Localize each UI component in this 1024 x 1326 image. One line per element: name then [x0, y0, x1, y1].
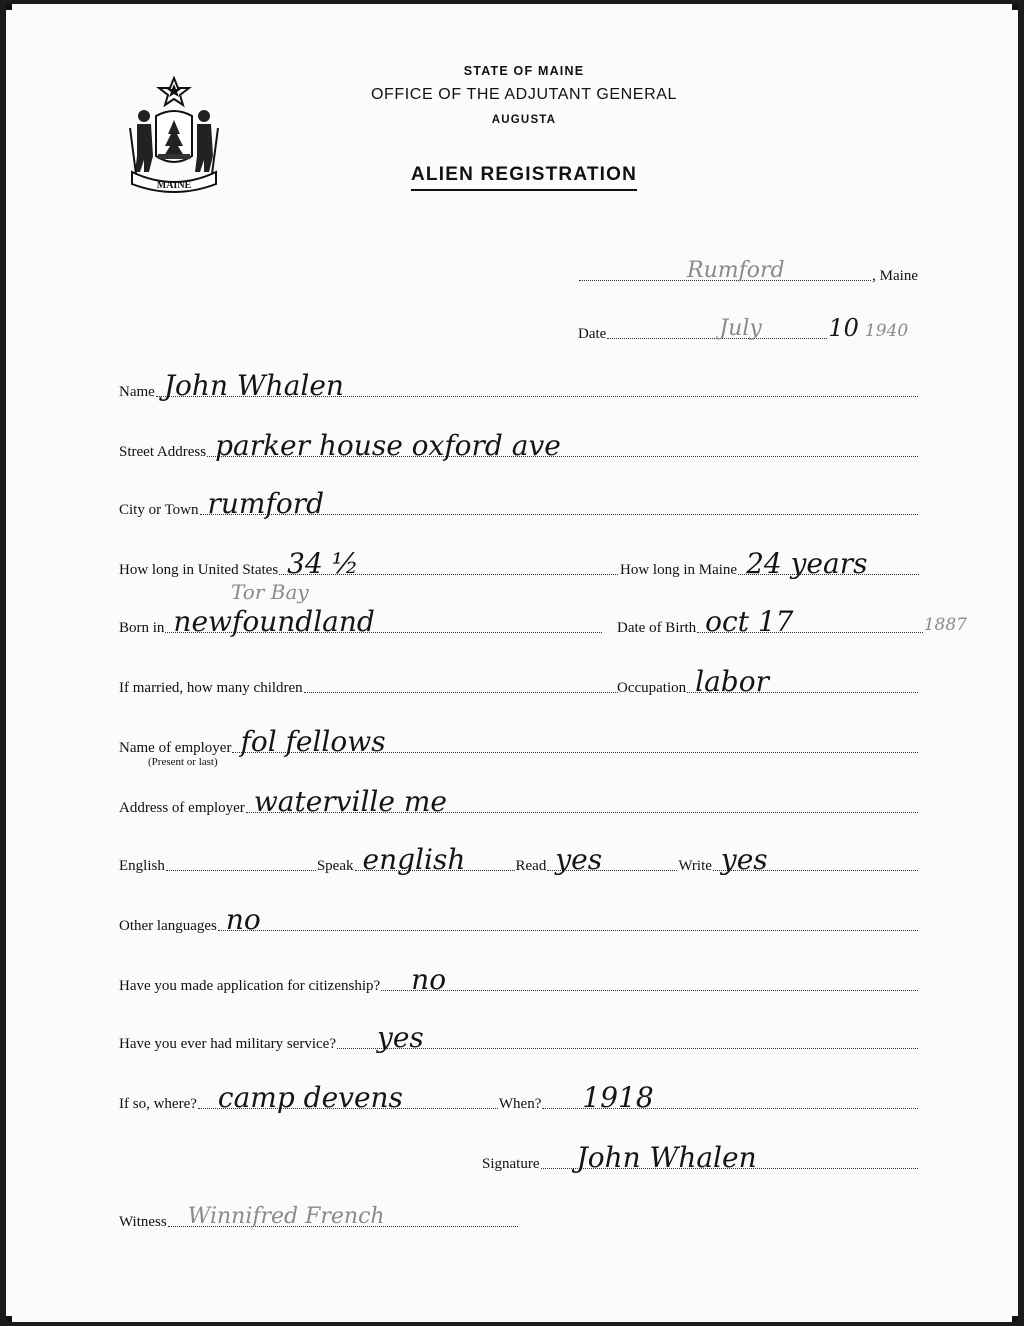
how-long-us-value: 34 ½ [287, 547, 359, 580]
read-label: Read [515, 858, 547, 874]
date-month-value: July [719, 316, 762, 341]
street-value: parker house oxford ave [215, 429, 561, 462]
english-label: English [119, 858, 165, 874]
witness-value: Winnifred French [187, 1204, 385, 1229]
employer-value: fol fellows [240, 725, 386, 758]
where-field [119, 1081, 919, 1114]
born-in-label: Born in [119, 620, 165, 636]
date-year-value: 1940 [864, 321, 909, 341]
dob-value: oct 17 [705, 605, 794, 638]
how-long-maine-value: 24 years [746, 547, 868, 580]
occupation-label: Occupation [617, 680, 687, 696]
write-value: yes [720, 843, 768, 876]
birthplace-note: Tor Bay [231, 580, 309, 604]
speak-label: Speak [316, 858, 354, 874]
employer-field [119, 725, 919, 758]
citizenship-label: Have you made application for citizenship? [119, 978, 381, 994]
seal-banner-text: MAINE [156, 180, 192, 191]
where-value: camp devens [217, 1081, 403, 1114]
signature-value: John Whalen [576, 1141, 757, 1174]
city-field [119, 487, 919, 520]
citizenship-value: no [411, 963, 447, 996]
citizenship-field [119, 963, 919, 996]
registration-form [6, 4, 1018, 1322]
witness-label: Witness [119, 1214, 167, 1230]
other-languages-label: Other languages [119, 918, 217, 934]
how-long-maine-field [620, 547, 920, 580]
employer-address-field [119, 785, 919, 818]
witness-field [119, 1206, 519, 1230]
other-languages-value: no [225, 903, 261, 936]
city-value: rumford [207, 487, 325, 520]
occupation-value: labor [695, 665, 769, 698]
corner-mark [1012, 1316, 1018, 1322]
how-long-us-label: How long in United States [119, 562, 279, 578]
signature-field [482, 1141, 919, 1174]
military-label: Have you ever had military service? [119, 1036, 336, 1052]
dob-label: Date of Birth [617, 620, 697, 636]
corner-mark [6, 4, 12, 10]
place-value: Rumford [687, 258, 785, 283]
name-field [119, 369, 919, 402]
when-value: 1918 [582, 1081, 654, 1114]
born-in-value: newfoundland [173, 605, 375, 638]
how-long-maine-label: How long in Maine [620, 562, 738, 578]
where-label: If so, where? [119, 1096, 197, 1112]
other-languages-field [119, 903, 919, 936]
when-label: When? [498, 1096, 542, 1112]
write-label: Write [678, 858, 712, 874]
city-label: City or Town [119, 502, 199, 518]
street-field [119, 429, 919, 462]
military-field [119, 1021, 919, 1054]
state-heading: STATE OF MAINE [463, 64, 585, 78]
corner-mark [6, 1316, 12, 1322]
military-value: yes [377, 1021, 424, 1054]
place-field [578, 260, 918, 284]
signature-label: Signature [482, 1156, 540, 1172]
occupation-field [617, 665, 919, 698]
date-day-value: 10 [828, 314, 859, 342]
date-field [578, 314, 962, 342]
name-label: Name [119, 384, 155, 400]
dob-year-value: 1887 [923, 615, 967, 635]
speak-value: english [362, 843, 466, 876]
dob-field [617, 605, 967, 638]
corner-mark [1012, 4, 1018, 10]
read-value: yes [555, 843, 603, 876]
date-label: Date [578, 326, 607, 342]
form-title: ALIEN REGISTRATION [18, 164, 1024, 186]
city-heading: AUGUSTA [491, 114, 557, 126]
children-label: If married, how many children [119, 680, 303, 696]
english-field [119, 843, 919, 876]
employer-label: Name of employer [119, 740, 232, 756]
office-heading: OFFICE OF THE ADJUTANT GENERAL [370, 86, 678, 103]
name-value: John Whalen [163, 369, 344, 402]
employer-address-value: waterville me [253, 785, 447, 818]
children-field [119, 672, 619, 696]
employer-sublabel: (Present or last) [148, 756, 218, 768]
employer-address-label: Address of employer [119, 800, 245, 816]
how-long-us-field [119, 547, 619, 580]
born-in-field [119, 605, 603, 638]
street-label: Street Address [119, 444, 207, 460]
place-suffix-label: , Maine [872, 268, 918, 284]
